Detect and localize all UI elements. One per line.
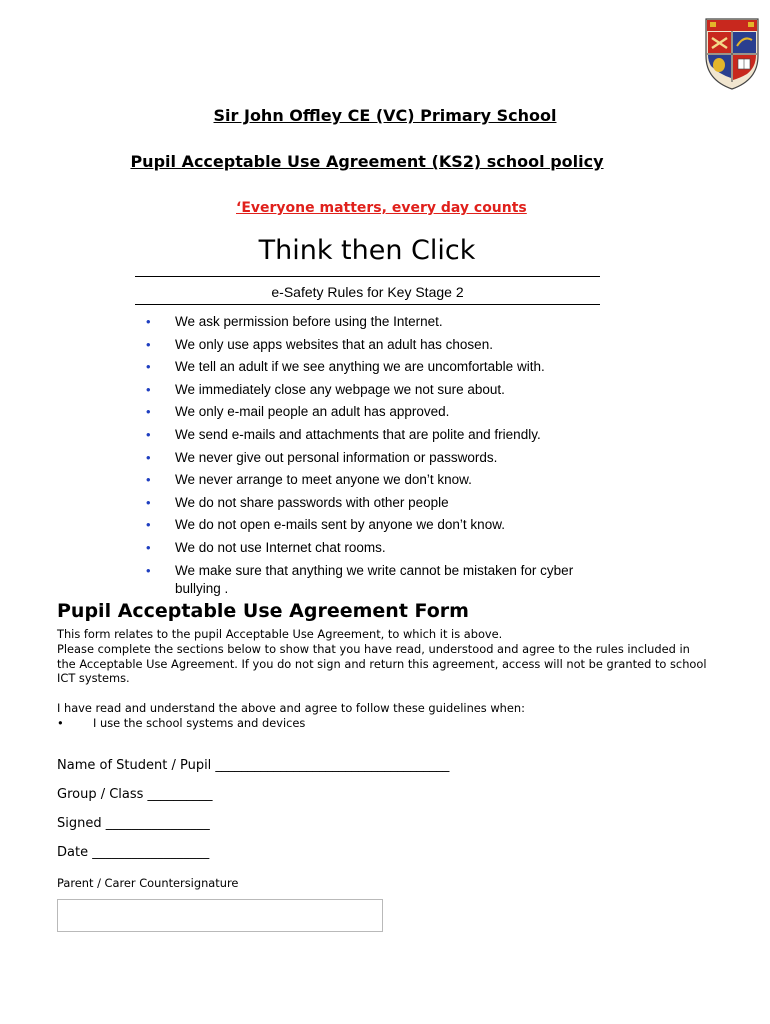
bullet-icon: •	[146, 314, 151, 329]
rule-item: • We make sure that anything we write cannot be mistaken for cyber bullying .	[146, 562, 574, 596]
bullet-icon: •	[146, 494, 151, 510]
form-intro	[57, 627, 707, 686]
bullet-icon: •	[146, 449, 151, 465]
group-class-field[interactable]: Group / Class __________	[57, 787, 213, 802]
rules-title: Think then Click	[258, 235, 476, 266]
rule-item: • We do not use Internet chat rooms.	[146, 539, 386, 555]
date-field[interactable]: Date __________________	[57, 845, 210, 860]
rule-item: • We do not share passwords with other people	[146, 494, 449, 510]
agree-item: • I use the school systems and devices	[57, 715, 306, 730]
bullet-icon: •	[146, 562, 151, 578]
rule-item: • We ask permission before using the Internet.	[146, 314, 443, 329]
rule-item: • We tell an adult if we see anything we are uncomfortable with.	[146, 359, 545, 375]
parent-signature-box[interactable]	[57, 899, 383, 932]
bullet-icon: •	[146, 336, 151, 352]
rule-item: • We immediately close any webpage we not sure about.	[146, 381, 505, 397]
rules-subtitle: e-Safety Rules for Key Stage 2	[271, 284, 464, 300]
rule-item: • We only use apps websites that an adult has chosen.	[146, 336, 493, 352]
bullet-icon: •	[146, 381, 151, 397]
rule-item: • We do not open e-mails sent by anyone we don’t know.	[146, 517, 505, 533]
bullet-icon: •	[146, 472, 151, 488]
rule-item: • We never arrange to meet anyone we don’t know.	[146, 472, 472, 488]
divider-top	[135, 276, 600, 277]
form-title: Pupil Acceptable Use Agreement Form	[57, 600, 469, 622]
esafety-rules-list	[138, 313, 598, 602]
bullet-icon: •	[146, 404, 151, 420]
bullet-icon: •	[146, 539, 151, 555]
agreement-statement	[57, 701, 707, 731]
intro-line-2: Please complete the sections below to show that you have read, understood and agree to the rules included in the Acceptable Use Agreement. If you do not sign and return this agreement, access will not be granted to school ICT systems.	[57, 641, 707, 686]
student-name-field[interactable]: Name of Student / Pupil ____________________________________	[57, 758, 450, 773]
divider-bottom	[135, 304, 600, 305]
rule-item: • We never give out personal information or passwords.	[146, 449, 498, 465]
signed-field[interactable]: Signed ________________	[57, 816, 210, 831]
rule-item: • We only e-mail people an adult has approved.	[146, 404, 450, 420]
agree-line: I have read and understand the above and agree to follow these guidelines when:	[57, 701, 525, 715]
bullet-icon: •	[146, 359, 151, 375]
parent-countersignature-label: Parent / Carer Countersignature	[57, 876, 239, 890]
policy-title: Pupil Acceptable Use Agreement (KS2) school policy	[130, 152, 604, 171]
school-crest-logo	[703, 16, 761, 92]
intro-line-1: This form relates to the pupil Acceptable Use Agreement, to which it is above.	[57, 627, 503, 641]
school-name-heading: Sir John Offley CE (VC) Primary School	[213, 106, 557, 125]
bullet-icon: •	[146, 426, 151, 442]
crest-shield-icon	[703, 16, 761, 92]
school-motto: ‘Everyone matters, every day counts	[236, 200, 527, 216]
bullet-icon: •	[146, 517, 151, 533]
rule-item: • We send e-mails and attachments that are polite and friendly.	[146, 426, 541, 442]
bullet-icon: •	[57, 715, 64, 730]
